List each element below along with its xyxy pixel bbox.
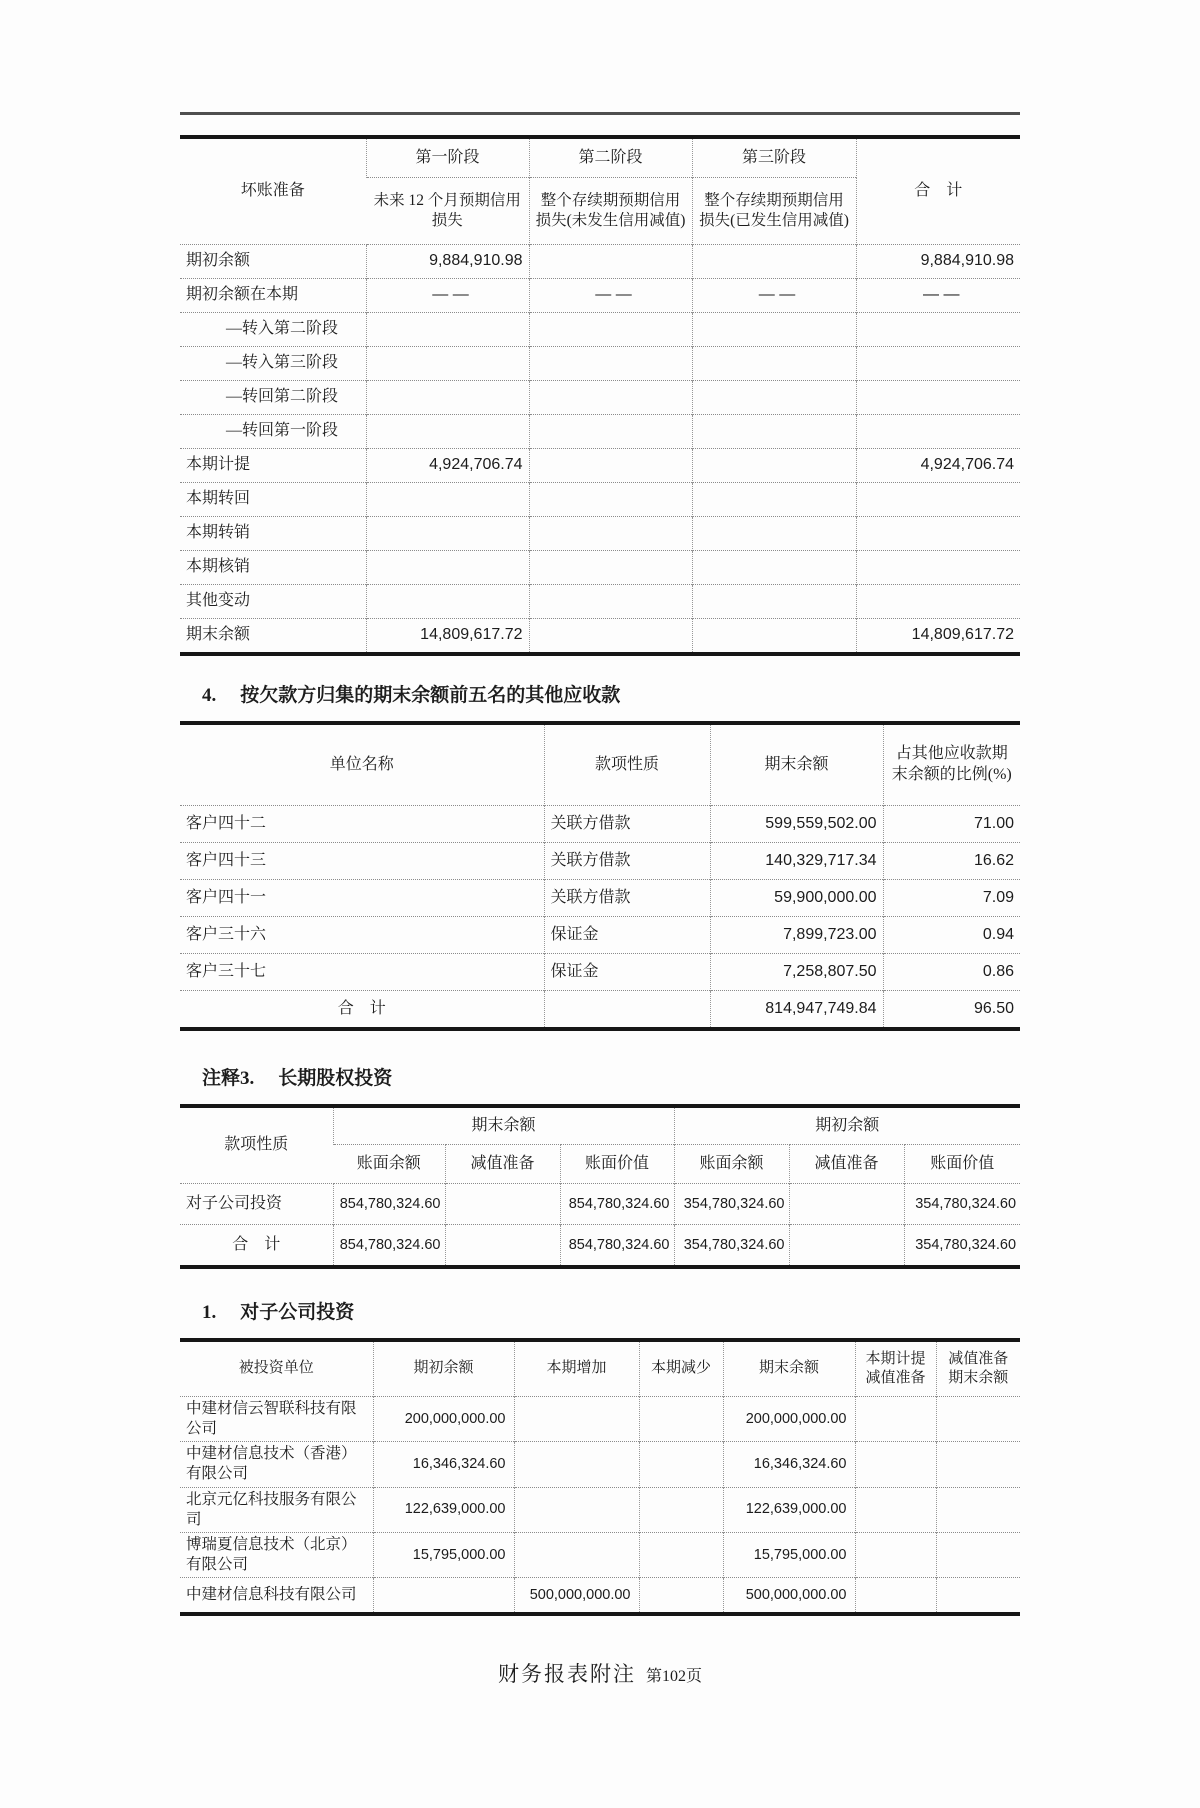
col-header-decrease: 本期减少	[639, 1340, 723, 1397]
table-row	[180, 483, 1020, 517]
row-label: 期初余额	[180, 245, 366, 279]
amount-cell: 9,884,910.98	[856, 245, 1020, 279]
lt-equity-table	[180, 1104, 1020, 1269]
row-label: 本期转销	[180, 517, 366, 551]
amount-cell	[639, 1532, 723, 1577]
amount-cell	[692, 619, 856, 655]
amount-cell	[856, 313, 1020, 347]
amount-cell: 15,795,000.00	[373, 1532, 514, 1577]
amount-cell	[639, 1487, 723, 1532]
col-header-closing: 期末余额	[710, 723, 883, 806]
amount-cell: 14,809,617.72	[856, 619, 1020, 655]
col-subheader-stage3: 整个存续期预期信用损失(已发生信用减值)	[692, 178, 856, 245]
table-row	[180, 449, 1020, 483]
amount-cell	[373, 1578, 514, 1615]
col-header-closing: 期末余额	[723, 1340, 855, 1397]
amount-cell	[692, 483, 856, 517]
section-title: 长期股权投资	[278, 1068, 393, 1089]
section-heading-top5	[180, 680, 1020, 707]
col-header-impairment: 减值准备	[789, 1145, 904, 1184]
row-label: 其他变动	[180, 585, 366, 619]
ratio-cell: 0.94	[883, 917, 1020, 954]
table-row	[180, 1578, 1020, 1615]
table-row	[180, 517, 1020, 551]
amount-cell	[936, 1442, 1020, 1487]
investee-cell: 博瑞夏信息技术（北京）有限公司	[180, 1532, 373, 1577]
section-heading-lt-equity	[180, 1063, 1020, 1090]
table-row	[180, 954, 1020, 991]
amount-cell: 7,258,807.50	[710, 954, 883, 991]
amount-cell: 59,900,000.00	[710, 880, 883, 917]
amount-cell	[366, 347, 529, 381]
amount-cell: 354,780,324.60	[674, 1184, 789, 1225]
investee-cell: 北京元亿科技服务有限公司	[180, 1487, 373, 1532]
col-header-book-value: 账面价值	[560, 1145, 674, 1184]
amount-cell: 354,780,324.60	[674, 1225, 789, 1268]
amount-cell	[445, 1225, 560, 1268]
ratio-cell: 0.86	[883, 954, 1020, 991]
section-title: 按欠款方归集的期末余额前五名的其他应收款	[240, 685, 621, 706]
col-header-stage2: 第二阶段	[529, 137, 692, 178]
table-row	[180, 551, 1020, 585]
table-row	[180, 1442, 1020, 1487]
amount-cell	[936, 1487, 1020, 1532]
amount-cell	[855, 1532, 936, 1577]
amount-cell: 7,899,723.00	[710, 917, 883, 954]
total-label: 合 计	[180, 1225, 333, 1268]
ratio-cell: 71.00	[883, 806, 1020, 843]
amount-cell: 140,329,717.34	[710, 843, 883, 880]
amount-cell: 354,780,324.60	[904, 1184, 1020, 1225]
amount-cell: 16,346,324.60	[723, 1442, 855, 1487]
amount-cell	[529, 449, 692, 483]
amount-cell: 854,780,324.60	[560, 1225, 674, 1268]
group-header-closing: 期末余额	[333, 1106, 674, 1145]
amount-cell	[936, 1578, 1020, 1615]
amount-cell	[692, 449, 856, 483]
amount-cell: 200,000,000.00	[373, 1397, 514, 1442]
amount-cell: 854,780,324.60	[560, 1184, 674, 1225]
amount-cell	[692, 313, 856, 347]
entity-cell: 客户四十三	[180, 843, 544, 880]
amount-cell: — —	[692, 279, 856, 313]
col-header-book-value: 账面价值	[904, 1145, 1020, 1184]
table-row	[180, 1397, 1020, 1442]
amount-cell	[529, 381, 692, 415]
amount-cell	[366, 381, 529, 415]
amount-cell: — —	[529, 279, 692, 313]
footer-title: 财务报表附注	[497, 1662, 636, 1687]
amount-cell	[856, 483, 1020, 517]
amount-cell	[692, 381, 856, 415]
table-row	[180, 806, 1020, 843]
amount-cell: 122,639,000.00	[373, 1487, 514, 1532]
amount-cell	[529, 313, 692, 347]
corner-header: 坏账准备	[240, 182, 305, 200]
amount-cell	[639, 1397, 723, 1442]
amount-cell: 16,346,324.60	[373, 1442, 514, 1487]
table-header-row	[180, 137, 1020, 178]
table-row	[180, 880, 1020, 917]
amount-cell	[514, 1487, 639, 1532]
row-label: 期末余额	[180, 619, 366, 655]
col-header-opening: 期初余额	[373, 1340, 514, 1397]
row-label: 本期计提	[180, 449, 366, 483]
row-label: —转回第一阶段	[180, 415, 366, 449]
amount-cell	[692, 517, 856, 551]
amount-cell	[366, 483, 529, 517]
amount-cell: 200,000,000.00	[723, 1397, 855, 1442]
col-header-book-balance: 账面余额	[674, 1145, 789, 1184]
col-header-entity: 单位名称	[329, 755, 394, 773]
investee-cell: 中建材信息科技有限公司	[180, 1578, 373, 1615]
table-row	[180, 381, 1020, 415]
amount-cell	[529, 585, 692, 619]
amount-cell	[529, 245, 692, 279]
col-header-impairment: 减值准备	[445, 1145, 560, 1184]
amount-cell	[529, 483, 692, 517]
row-label: 对子公司投资	[180, 1184, 333, 1225]
col-header-ratio: 占其他应收款期末余额的比例(%)	[883, 723, 1020, 806]
section-number: 1.	[202, 1302, 217, 1323]
amount-cell	[855, 1397, 936, 1442]
amount-cell: 854,780,324.60	[333, 1225, 445, 1268]
table-header-row	[180, 1106, 1020, 1145]
amount-cell: 500,000,000.00	[723, 1578, 855, 1615]
investee-cell: 中建材信息技术（香港）有限公司	[180, 1442, 373, 1487]
amount-cell	[692, 551, 856, 585]
nature-cell: 关联方借款	[544, 806, 710, 843]
amount-cell	[856, 585, 1020, 619]
total-label: 合 计	[180, 991, 544, 1030]
amount-cell: 854,780,324.60	[333, 1184, 445, 1225]
col-subheader-stage1: 未来 12 个月预期信用损失	[366, 178, 529, 245]
ratio-cell: 16.62	[883, 843, 1020, 880]
amount-cell	[639, 1442, 723, 1487]
amount-cell	[936, 1532, 1020, 1577]
amount-cell	[692, 415, 856, 449]
amount-cell	[856, 415, 1020, 449]
amount-cell: 15,795,000.00	[723, 1532, 855, 1577]
amount-cell	[692, 347, 856, 381]
entity-cell: 客户四十一	[180, 880, 544, 917]
nature-cell: 关联方借款	[544, 843, 710, 880]
group-header-opening: 期初余额	[674, 1106, 1020, 1145]
table-row	[180, 279, 1020, 313]
table-row	[180, 843, 1020, 880]
entity-cell: 客户四十二	[180, 806, 544, 843]
table-row	[180, 313, 1020, 347]
header-rule	[180, 112, 1020, 115]
amount-cell: 4,924,706.74	[366, 449, 529, 483]
nature-cell: 保证金	[544, 917, 710, 954]
footer-page-number: 第102页	[645, 1668, 702, 1686]
table-row	[180, 415, 1020, 449]
col-header-investee: 被投资单位	[238, 1360, 314, 1377]
amount-cell	[855, 1487, 936, 1532]
col-header-book-balance: 账面余额	[333, 1145, 445, 1184]
amount-cell: 599,559,502.00	[710, 806, 883, 843]
amount-cell	[366, 585, 529, 619]
amount-cell: — —	[856, 279, 1020, 313]
amount-cell: 4,924,706.74	[856, 449, 1020, 483]
amount-cell: 354,780,324.60	[904, 1225, 1020, 1268]
corner-header: 款项性质	[224, 1136, 289, 1154]
amount-cell	[366, 517, 529, 551]
table-row	[180, 585, 1020, 619]
amount-cell: 500,000,000.00	[514, 1578, 639, 1615]
col-header-nature: 款项性质	[544, 723, 710, 806]
entity-cell: 客户三十六	[180, 917, 544, 954]
amount-cell	[529, 347, 692, 381]
section-number: 4.	[202, 685, 217, 706]
table-row	[180, 245, 1020, 279]
col-header-stage3: 第三阶段	[692, 137, 856, 178]
bad-debt-table	[180, 135, 1020, 656]
amount-cell: 122,639,000.00	[723, 1487, 855, 1532]
col-subheader-stage2: 整个存续期预期信用损失(未发生信用减值)	[529, 178, 692, 245]
amount-cell: 9,884,910.98	[366, 245, 529, 279]
page-footer	[180, 1658, 1020, 1688]
amount-cell: 814,947,749.84	[710, 991, 883, 1030]
col-header-increase: 本期增加	[514, 1340, 639, 1397]
amount-cell	[855, 1578, 936, 1615]
section-heading-subsidiaries	[180, 1297, 1020, 1324]
table-row	[180, 619, 1020, 655]
entity-cell: 客户三十七	[180, 954, 544, 991]
investee-cell: 中建材信云智联科技有限公司	[180, 1397, 373, 1442]
top5-receivables-table	[180, 721, 1020, 1031]
amount-cell	[529, 415, 692, 449]
row-label: 本期转回	[180, 483, 366, 517]
row-label: —转入第二阶段	[180, 313, 366, 347]
row-label: 期初余额在本期	[180, 279, 366, 313]
amount-cell: — —	[366, 279, 529, 313]
col-header-impairment-closing: 减值准备期末余额	[936, 1340, 1020, 1397]
table-total-row	[180, 991, 1020, 1030]
table-row	[180, 917, 1020, 954]
ratio-cell: 7.09	[883, 880, 1020, 917]
page-content	[180, 112, 1020, 1688]
section-title: 对子公司投资	[240, 1302, 355, 1323]
section-number: 注释3.	[202, 1068, 255, 1089]
table-row	[180, 1184, 1020, 1225]
amount-cell	[366, 313, 529, 347]
amount-cell	[692, 585, 856, 619]
amount-cell	[445, 1184, 560, 1225]
table-total-row	[180, 1225, 1020, 1268]
row-label: —转入第三阶段	[180, 347, 366, 381]
amount-cell	[529, 517, 692, 551]
table-header-row	[180, 723, 1020, 806]
col-header-total: 合 计	[856, 137, 1020, 245]
nature-cell	[544, 991, 710, 1030]
row-label: —转回第二阶段	[180, 381, 366, 415]
amount-cell	[514, 1442, 639, 1487]
amount-cell	[514, 1397, 639, 1442]
amount-cell	[936, 1397, 1020, 1442]
table-row	[180, 1532, 1020, 1577]
amount-cell	[789, 1225, 904, 1268]
amount-cell	[514, 1532, 639, 1577]
table-row	[180, 1487, 1020, 1532]
amount-cell	[855, 1442, 936, 1487]
amount-cell	[366, 551, 529, 585]
amount-cell	[856, 517, 1020, 551]
amount-cell	[789, 1184, 904, 1225]
amount-cell	[366, 415, 529, 449]
table-header-row	[180, 1340, 1020, 1397]
amount-cell	[856, 347, 1020, 381]
table-row	[180, 347, 1020, 381]
amount-cell: 14,809,617.72	[366, 619, 529, 655]
amount-cell	[529, 551, 692, 585]
nature-cell: 关联方借款	[544, 880, 710, 917]
amount-cell	[856, 381, 1020, 415]
amount-cell	[856, 551, 1020, 585]
row-label: 本期核销	[180, 551, 366, 585]
nature-cell: 保证金	[544, 954, 710, 991]
col-header-impairment-accrued: 本期计提减值准备	[855, 1340, 936, 1397]
amount-cell	[692, 245, 856, 279]
amount-cell	[639, 1578, 723, 1615]
col-header-stage1: 第一阶段	[366, 137, 529, 178]
subsidiary-investment-table	[180, 1338, 1020, 1616]
ratio-cell: 96.50	[883, 991, 1020, 1030]
amount-cell	[529, 619, 692, 655]
